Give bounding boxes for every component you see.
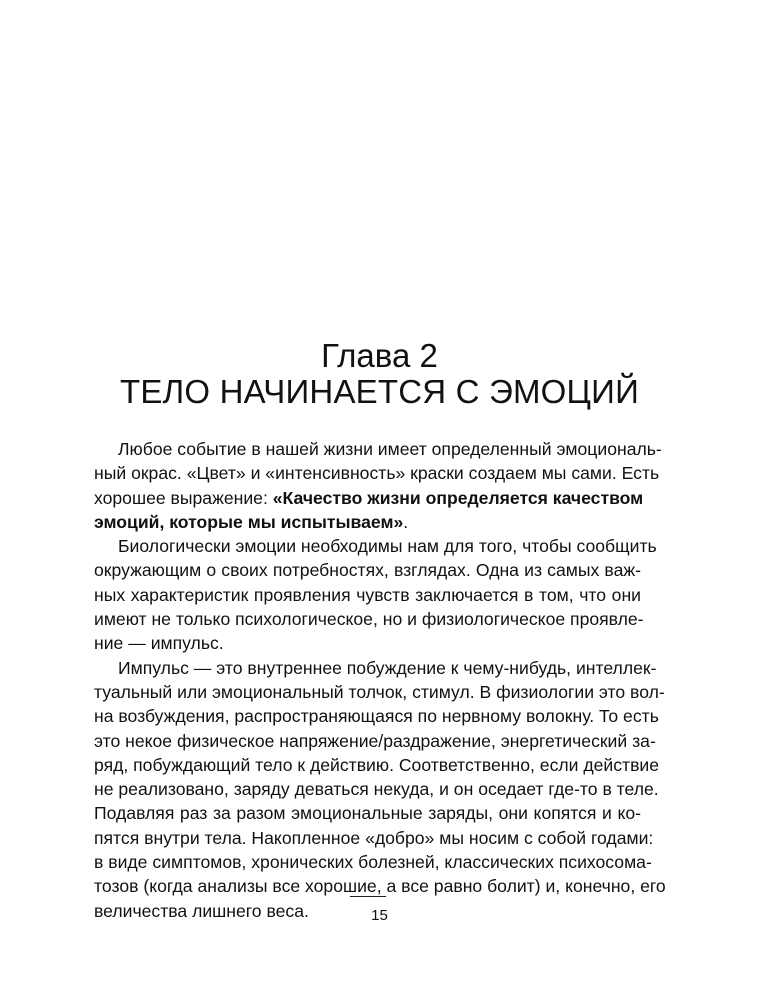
paragraph-3-line: Подавляя раз за разом эмоциональные заряды, они копятся и ко-: [94, 803, 641, 824]
paragraph-3-line: ряд, побуждающий тело к действию. Соответственно, если действие: [94, 754, 660, 775]
paragraph-1-text: хорошее выражение:: [94, 487, 273, 508]
paragraph-2-line: окружающим о своих потребностях, взглядах. Одна из самых важ-: [94, 560, 641, 581]
paragraph-3-line: на возбуждения, распространяющаяся по нервному волокну. То есть: [94, 706, 659, 727]
chapter-number: Глава 2: [321, 337, 438, 374]
paragraph-3-line: в виде симптомов, хронических болезней, классических психосома-: [94, 852, 652, 873]
page-number: 15: [371, 907, 388, 924]
paragraph-2-line: имеют не только психологическое, но и физиологическое проявле-: [94, 609, 644, 630]
chapter-title: ТЕЛО НАЧИНАЕТСЯ С ЭМОЦИЙ: [119, 373, 639, 410]
paragraph-2-line: ние — импульс.: [94, 633, 224, 654]
bold-quote: «Качество жизни определяется качеством: [272, 487, 644, 508]
paragraph-3-line: пятся внутри тела. Накопленное «добро» мы носим с собой годами:: [94, 827, 654, 848]
paragraph-3-line: тозов (когда анализы все хорошие, а все равно болит) и, конечно, его: [94, 876, 666, 897]
paragraph-1-line: [94, 510, 641, 534]
bold-quote: эмоций, которые мы испытываем»: [94, 511, 404, 532]
paragraph-1-text: .: [403, 511, 409, 532]
paragraph-3-line: Импульс — это внутреннее побуждение к чему-нибудь, интеллек-: [118, 657, 657, 678]
footer-divider: [350, 896, 386, 897]
paragraph-2-line: Биологически эмоции необходимы нам для того, чтобы сообщить: [118, 536, 657, 557]
paragraph-1-line: Любое событие в нашей жизни имеет определенный эмоциональ-: [118, 439, 662, 459]
paragraph-2-line: ных характеристик проявления чувств заключается в том, что они: [94, 584, 641, 605]
paragraph-3-line: это некое физическое напряжение/раздражение, энергетический за-: [94, 730, 656, 751]
body-text: [94, 437, 666, 923]
paragraph-1-line: [94, 486, 644, 510]
paragraph-3-line: величества лишнего веса.: [94, 900, 309, 921]
paragraph-1-line: ный окрас. «Цвет» и «интенсивность» краски создаем мы сами. Есть: [94, 463, 660, 484]
paragraph-3-line: туальный или эмоциональный толчок, стимул. В физиологии это вол-: [94, 681, 665, 702]
paragraph-3-line: не реализовано, заряду деваться некуда, и он оседает где-то в теле.: [94, 779, 659, 800]
